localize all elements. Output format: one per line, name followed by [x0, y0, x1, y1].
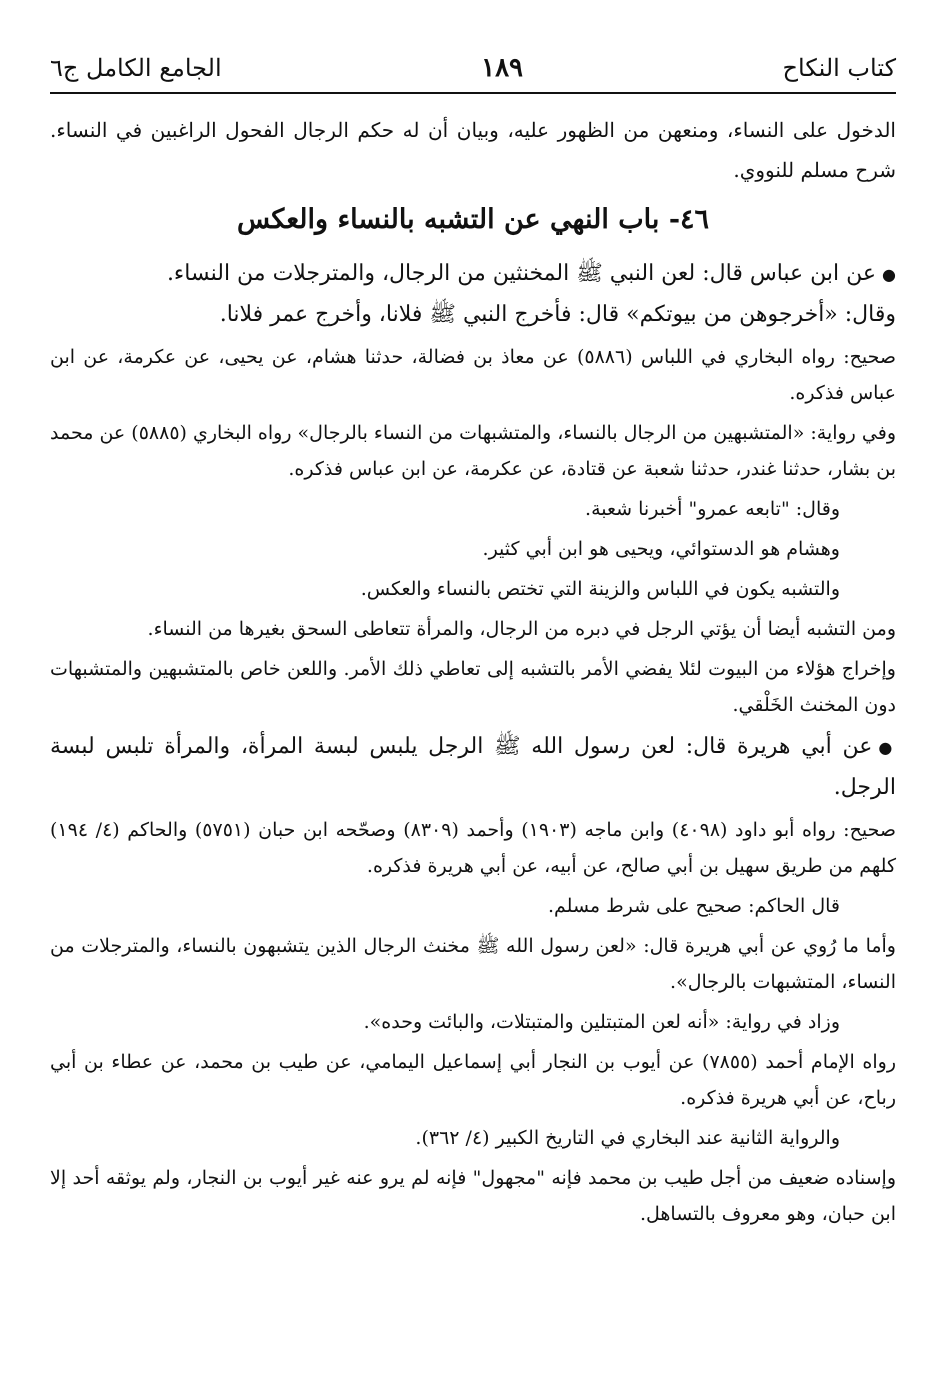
hadith-1-text: عن ابن عباس قال: لعن النبي ﷺ المخنثين من الرجال، والمترجلات من النساء.	[166, 261, 877, 286]
note-paragraph: وأما ما رُوي عن أبي هريرة قال: «لعن رسول الله ﷺ مخنث الرجال الذين يتشبهون بالنساء، والمترجلات من النساء، المتشبهات بالرجال».	[50, 935, 896, 993]
note-paragraph: وفي رواية: «المتشبهين من الرجال بالنساء، والمتشبهات من النساء بالرجال» رواه البخاري (٥٨٨٥) عن محمد بن بشار، حدثنا غندر، حدثنا شعبة عن قتادة، عن عكرمة، عن ابن عباس فذكره.	[50, 422, 896, 480]
hadith-2	[50, 727, 896, 808]
chapter-title: ٤٦- باب النهي عن التشبه بالنساء والعكس	[236, 204, 710, 235]
note-paragraph: رواه الإمام أحمد (٧٨٥٥) عن أيوب بن النجار أبي إسماعيل اليمامي، عن طيب بن محمد، عن عطاء بن أبي رباح، عن أبي هريرة فذكره.	[50, 1051, 896, 1109]
note-paragraph: وإسناده ضعيف من أجل طيب بن محمد فإنه "مجهول" فإنه لم يرو عنه غير أيوب بن النجار، ولم يوثقه أحد إلا ابن حبان، وهو معروف بالتساهل.	[50, 1167, 896, 1225]
hadith-2-text: عن أبي هريرة قال: لعن رسول الله ﷺ الرجل يلبس لبسة المرأة، والمرأة تلبس لبسة الرجل.	[50, 734, 896, 800]
note-paragraph: وإخراج هؤلاء من البيوت لئلا يفضي الأمر بالتشبه إلى تعاطي ذلك الأمر. واللعن خاص بالمتشبهين والمتشبهات دون المخنث الخَلْقي.	[50, 658, 896, 716]
note-paragraph: قال الحاكم: صحيح على شرط مسلم.	[547, 895, 840, 917]
note-paragraph: والرواية الثانية عند البخاري في التاريخ الكبير (٤/ ٣٦٢).	[415, 1127, 840, 1149]
bullet-icon: ●	[882, 265, 896, 284]
bullet-icon: ●	[878, 738, 896, 757]
header-volume-title: الجامع الكامل ج٦	[50, 54, 222, 82]
hadith-1-continuation: وقال: «أخرجوهن من بيوتكم» قال: فأخرج النبي ﷺ فلانا، وأخرج عمر فلانا.	[219, 302, 896, 327]
note-paragraph: وزاد في رواية: «أنه لعن المتبتلين والمتبتلات، والبائت وحده».	[363, 1011, 840, 1033]
page-number: ١٨٩	[481, 53, 524, 83]
note-paragraph: وقال: "تابعه عمرو" أخبرنا شعبة.	[585, 498, 840, 520]
note-paragraph: صحيح: رواه أبو داود (٤٠٩٨) وابن ماجه (١٩٠٣) وأحمد (٨٣٠٩) وصحّحه ابن حبان (٥٧٥١) والحاكم (٤/ ١٩٤) كلهم من طريق سهيل بن أبي صالح، عن أبيه، عن أبي هريرة فذكره.	[50, 819, 896, 877]
note-paragraph: وهشام هو الدستوائي، ويحيى هو ابن أبي كثير.	[482, 538, 840, 560]
running-header	[50, 50, 896, 86]
hadith-1	[50, 254, 896, 295]
note-paragraph: ومن التشبه أيضا أن يؤتي الرجل في دبره من الرجال، والمرأة تتعاطى السحق بغيرها من النساء.	[147, 618, 896, 640]
note-paragraph: صحيح: رواه البخاري في اللباس (٥٨٨٦) عن معاذ بن فضالة، حدثنا هشام، عن يحيى، عن عكرمة، عن ابن عباس فذكره.	[50, 346, 897, 404]
book-page	[50, 50, 896, 1232]
note-paragraph: والتشبه يكون في اللباس والزينة التي تختص بالنساء والعكس.	[360, 578, 840, 600]
intro-paragraph: الدخول على النساء، ومنعهن من الظهور عليه، وبيان أن له حكم الرجال الفحول الراغبين في النساء. شرح مسلم للنووي.	[50, 118, 896, 182]
header-rule	[50, 92, 896, 94]
header-book-title: كتاب النكاح	[782, 54, 896, 82]
